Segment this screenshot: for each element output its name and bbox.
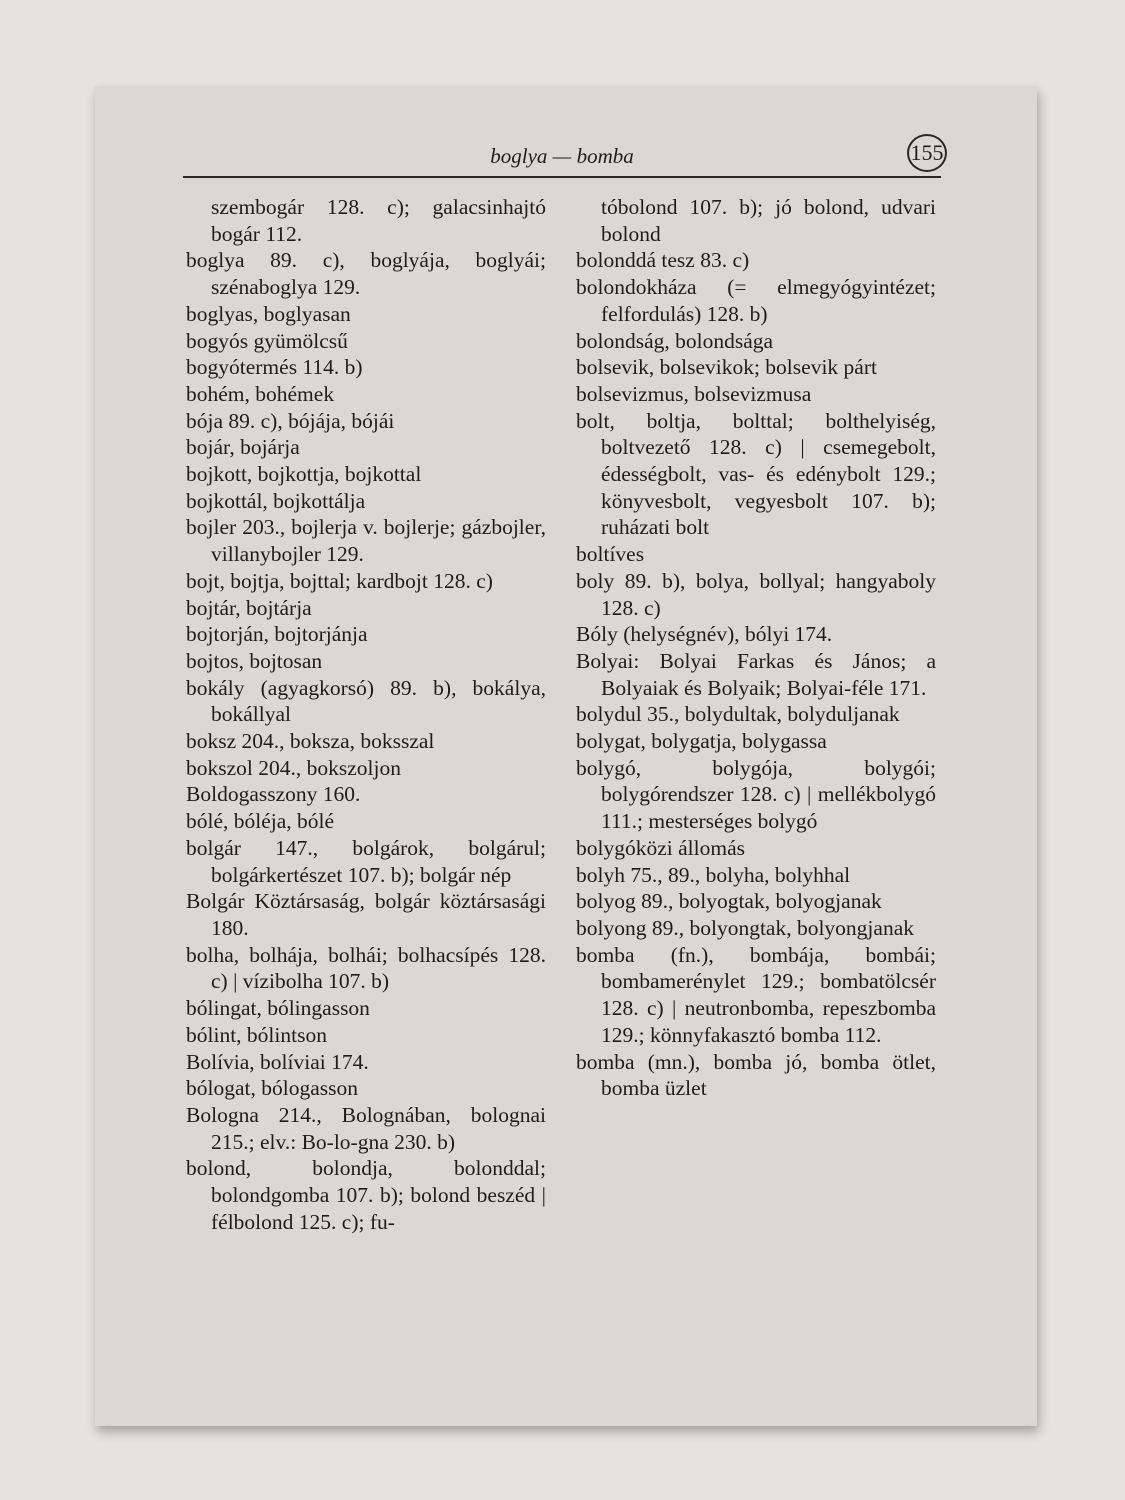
dictionary-entry: bokály (agyagkorsó) 89. b), bokálya, bokállyal	[186, 675, 546, 727]
dictionary-entry: bolt, boltja, bolttal; bolthelyiség, boltvezető 128. c) | csemegebolt, édességbolt, vas- és edénybolt 129.; könyvesbolt, vegyesbolt 107. b); ruházati bolt	[576, 408, 936, 540]
dictionary-entry: bolond, bolondja, bolonddal; bolondgomba 107. b); bolond beszéd | félbolond 125. c); fu-	[186, 1156, 546, 1234]
dictionary-entry: bólingat, bólingasson	[186, 996, 370, 1021]
dictionary-entry: Bolyai: Bolyai Farkas és János; a Bolyaiak és Bolyaik; Bolyai-féle 171.	[576, 648, 936, 700]
dictionary-entry: bomba (fn.), bombája, bombái; bombamerénylet 129.; bombatölcsér 128. c) | neutronbomba, repeszbomba 129.; könnyfakasztó bomba 112.	[576, 942, 936, 1047]
running-header	[183, 138, 944, 178]
dictionary-entry: bogyós gyümölcsű	[186, 328, 348, 353]
dictionary-entry: Bolgár Köztársaság, bolgár köztársasági 180.	[186, 889, 546, 940]
dictionary-entry: bolgár 147., bolgárok, bolgárul; bolgárkertészet 107. b); bolgár nép	[186, 835, 546, 887]
dictionary-entry: boglyas, boglyasan	[186, 301, 351, 326]
dictionary-entry: bojtár, bojtárja	[186, 595, 312, 620]
dictionary-entry: szembogár 128. c); galacsinhajtó bogár 112.	[211, 195, 546, 246]
dictionary-entry: bolsevik, bolsevikok; bolsevik párt	[576, 355, 877, 380]
dictionary-entry: boltíves	[576, 542, 645, 567]
dictionary-entry: bojtorján, bojtorjánja	[186, 622, 368, 647]
dictionary-entry: bolonddá tesz 83. c)	[576, 248, 750, 273]
dictionary-entry: bólé, bóléja, bólé	[186, 809, 335, 834]
dictionary-entry: bojtos, bojtosan	[186, 648, 323, 673]
dictionary-entry: boksz 204., boksza, boksszal	[186, 729, 435, 754]
dictionary-entry: bojler 203., bojlerja v. bojlerje; gázbojler, villanybojler 129.	[186, 515, 546, 567]
dictionary-page	[95, 86, 1037, 1426]
dictionary-entry: bolygat, bolygatja, bolygassa	[576, 729, 827, 754]
dictionary-entry: Boldogasszony 160.	[186, 782, 361, 807]
dictionary-entry: boly 89. b), bolya, bollyal; hangyaboly 128. c)	[576, 568, 936, 620]
right-column	[576, 194, 936, 1102]
dictionary-entry: bolydul 35., bolydultak, bolyduljanak	[576, 702, 900, 727]
header-title: boglya — bomba	[490, 144, 634, 168]
dictionary-entry: Bologna 214., Bolognában, bolognai 215.; elv.: Bo-lo-gna 230. b)	[186, 1102, 546, 1154]
dictionary-entry: bolygóközi állomás	[576, 835, 745, 860]
dictionary-entry: bolyh 75., 89., bolyha, bolyhhal	[576, 862, 851, 887]
dictionary-entry: bólint, bólintson	[186, 1022, 327, 1047]
dictionary-entry: bohém, bohémek	[186, 381, 335, 406]
dictionary-entry: bolsevizmus, bolsevizmusa	[576, 381, 812, 406]
dictionary-entry: bolyog 89., bolyogtak, bolyogjanak	[576, 889, 882, 914]
dictionary-entry: bolha, bolhája, bolhái; bolhacsípés 128. c) | vízibolha 107. b)	[186, 942, 546, 994]
dictionary-entry: bojkott, bojkottja, bojkottal	[186, 462, 422, 487]
dictionary-entry: bólogat, bólogasson	[186, 1076, 358, 1101]
dictionary-entry: bogyótermés 114. b)	[186, 355, 363, 380]
dictionary-entry: bolygó, bolygója, bolygói; bolygórendszer 128. c) | mellékbolygó 111.; mesterséges bolygó	[576, 755, 936, 834]
page-number-circled: 155	[907, 134, 947, 172]
dictionary-entry: bolondokháza (= elmegyógyintézet; felfordulás) 128. b)	[576, 275, 936, 326]
dictionary-entry: bolyong 89., bolyongtak, bolyongjanak	[576, 915, 914, 940]
dictionary-entry: bokszol 204., bokszoljon	[186, 755, 401, 780]
dictionary-entry: bója 89. c), bójája, bójái	[186, 408, 395, 433]
dictionary-entry: bojár, bojárja	[186, 435, 300, 460]
dictionary-entry: boglya 89. c), boglyája, boglyái; szénaboglya 129.	[186, 248, 546, 300]
dictionary-entry: Bóly (helységnév), bólyi 174.	[576, 622, 833, 647]
dictionary-entry: tóbolond 107. b); jó bolond, udvari bolond	[601, 195, 936, 246]
dictionary-entry: Bolívia, bolíviai 174.	[186, 1049, 369, 1074]
dictionary-entry: bomba (mn.), bomba jó, bomba ötlet, bomba üzlet	[576, 1049, 936, 1101]
left-column	[186, 194, 546, 1235]
dictionary-entry: bojkottál, bojkottálja	[186, 488, 366, 513]
dictionary-entry: bojt, bojtja, bojttal; kardbojt 128. c)	[186, 568, 493, 593]
dictionary-entry: bolondság, bolondsága	[576, 328, 774, 353]
